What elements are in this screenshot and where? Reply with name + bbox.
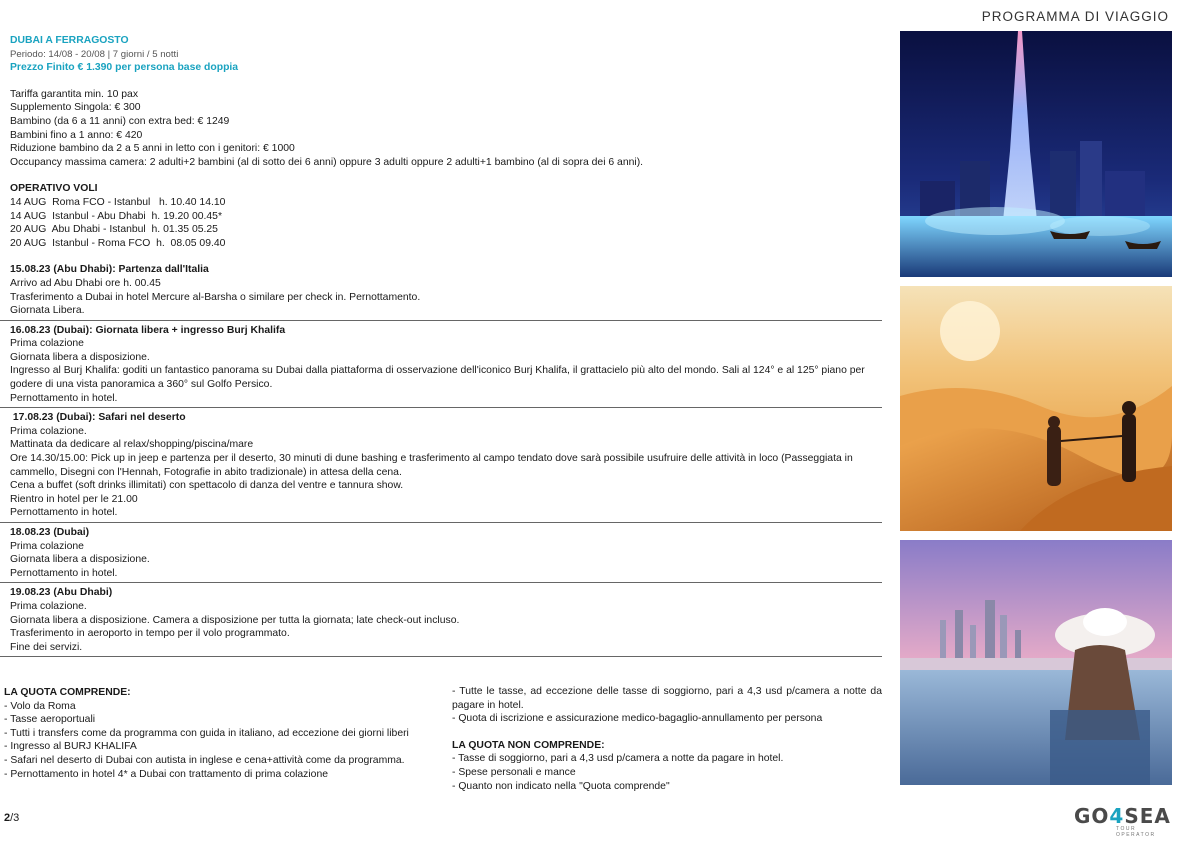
excludes-item: - Tasse di soggiorno, pari a 4,3 usd p/camera a notte da pagare in hotel.	[452, 753, 784, 765]
logo-go: GO	[1074, 804, 1110, 828]
day-line: Prima colazione	[10, 540, 84, 552]
day-line: Fine dei servizi.	[10, 641, 83, 653]
rate-line: Supplemento Singola: € 300	[10, 102, 141, 114]
excludes-item: - Spese personali e mance	[452, 766, 576, 778]
includes-item: - Volo da Roma	[4, 700, 76, 712]
page-current: 2	[4, 812, 11, 824]
rate-line: Bambino (da 6 a 11 anni) con extra bed: € 1249	[10, 115, 230, 127]
page-total: /3	[10, 812, 20, 824]
day-line: Ingresso al Burj Khalifa: goditi un fantastico panorama su Dubai dalla piattaforma di osservazione dell'iconico Burj Khalifa, il grattacielo più alto del mondo. Sali al 124° e al 125° piano per godere di una vista panoramica a 360° sul Golfo Persico.	[10, 365, 865, 391]
flight-row: 20 AUG Istanbul - Roma FCO h. 08.05 09.40	[10, 237, 226, 249]
day-block	[0, 263, 882, 320]
section-header: PROGRAMMA DI VIAGGIO	[981, 9, 1169, 24]
day-line: Prima colazione.	[10, 425, 87, 437]
logo-tagline: TOUR OPERATOR	[1116, 826, 1156, 838]
day-title: 15.08.23 (Abu Dhabi): Partenza dall'Italia	[10, 264, 209, 276]
includes-item: - Tasse aeroportuali	[4, 714, 96, 726]
day-block	[0, 324, 882, 409]
flight-row: 20 AUG Abu Dhabi - Istanbul h. 01.35 05.25	[10, 224, 218, 236]
includes-item: - Tutte le tasse, ad eccezione delle tasse di soggiorno, pari a 4,3 usd p/camera a notte da pagare in hotel.	[452, 686, 882, 711]
includes-title: LA QUOTA COMPRENDE:	[4, 687, 131, 698]
day-line: Rientro in hotel per le 21.00	[10, 493, 138, 505]
day-title: 17.08.23 (Dubai): Safari nel deserto	[10, 412, 186, 424]
day-line: Trasferimento a Dubai in hotel Mercure al-Barsha o similare per check in. Pernottamento.	[10, 291, 421, 303]
day-title: 16.08.23 (Dubai): Giornata libera + ingresso Burj Khalifa	[10, 324, 286, 336]
desert-safari-photo	[900, 286, 1172, 531]
flight-row: 14 AUG Istanbul - Abu Dhabi h. 19.20 00.45*	[10, 210, 222, 222]
day-line: Mattinata da dedicare al relax/shopping/piscina/mare	[10, 439, 254, 451]
right-column	[452, 685, 882, 793]
excludes-title: LA QUOTA NON COMPRENDE:	[452, 739, 605, 751]
includes-item: - Tutti i transfers come da programma con guida in italiano, ad eccezione dei giorni liberi	[4, 727, 409, 739]
day-line: Cena a buffet (soft drinks illimitati) con spettacolo di danza del ventre e tannura show.	[10, 480, 404, 492]
page-number	[4, 812, 19, 824]
day-line: Pernottamento in hotel.	[10, 507, 118, 519]
day-line: Giornata libera a disposizione.	[10, 351, 150, 363]
includes-item: - Safari nel deserto di Dubai con autista in inglese e cena+attività come da programma.	[4, 754, 405, 766]
day-block	[0, 586, 882, 657]
day-block	[0, 411, 882, 523]
day-line: Giornata libera a disposizione.	[10, 554, 150, 566]
day-line: Prima colazione.	[10, 600, 87, 612]
rate-line: Tariffa garantita min. 10 pax	[10, 88, 139, 100]
day-line: Giornata libera a disposizione. Camera a disposizione per tutta la giornata; late check-out incluso.	[10, 614, 460, 626]
includes-item: - Pernottamento in hotel 4* a Dubai con trattamento di prima colazione	[4, 768, 329, 780]
day-block	[0, 526, 882, 583]
trip-title: DUBAI A FERRAGOSTO	[10, 35, 129, 46]
flights-title: OPERATIVO VOLI	[10, 183, 98, 195]
flights-section	[10, 182, 882, 250]
logo-sea: SEA	[1124, 804, 1171, 828]
burj-khalifa-photo	[900, 31, 1172, 277]
includes-column	[4, 686, 434, 781]
logo-four: 4	[1109, 804, 1125, 828]
day-line: Pernottamento in hotel.	[10, 392, 118, 404]
brand-logo	[1074, 804, 1174, 838]
flight-row: 14 AUG Roma FCO - Istanbul h. 10.40 14.10	[10, 196, 226, 208]
excludes-item: - Quanto non indicato nella "Quota comprende"	[452, 780, 670, 792]
rates-list	[10, 88, 882, 170]
day-line: Arrivo ad Abu Dhabi ore h. 00.45	[10, 277, 161, 289]
rate-line: Riduzione bambino da 2 a 5 anni in letto con i genitori: € 1000	[10, 143, 295, 155]
rate-line: Occupancy massima camera: 2 adulti+2 bambini (al di sotto dei 6 anni) oppure 3 adulti oppure 2 adulti+1 bambino (al di sopra dei 6 anni).	[10, 156, 644, 168]
day-title: 19.08.23 (Abu Dhabi)	[10, 587, 113, 599]
trip-price: Prezzo Finito € 1.390 per persona base doppia	[10, 62, 239, 74]
day-line: Ore 14.30/15.00: Pick up in jeep e partenza per il deserto, 30 minuti di dune bashing e trasferimento al campo tendato dove sarà possibile usufruire delle attività in loco (Passeggiata in cammello, Disegni con l'Hennah, Fotografie in abito tradizionale) in attesa della cena.	[10, 453, 853, 478]
day-title: 18.08.23 (Dubai)	[10, 527, 90, 538]
pool-photo	[900, 540, 1172, 785]
day-line: Pernottamento in hotel.	[10, 567, 118, 579]
includes-item: - Ingresso al BURJ KHALIFA	[4, 741, 137, 753]
day-line: Giornata Libera.	[10, 305, 85, 317]
includes-item: - Quota di iscrizione e assicurazione medico-bagaglio-annullamento per persona	[452, 713, 823, 725]
day-line: Prima colazione	[10, 338, 84, 350]
rate-line: Bambini fino a 1 anno: € 420	[10, 129, 143, 141]
day-line: Trasferimento in aeroporto in tempo per il volo programmato.	[10, 628, 290, 640]
itinerary-main	[10, 34, 882, 657]
trip-period: Periodo: 14/08 - 20/08 | 7 giorni / 5 notti	[10, 48, 179, 60]
